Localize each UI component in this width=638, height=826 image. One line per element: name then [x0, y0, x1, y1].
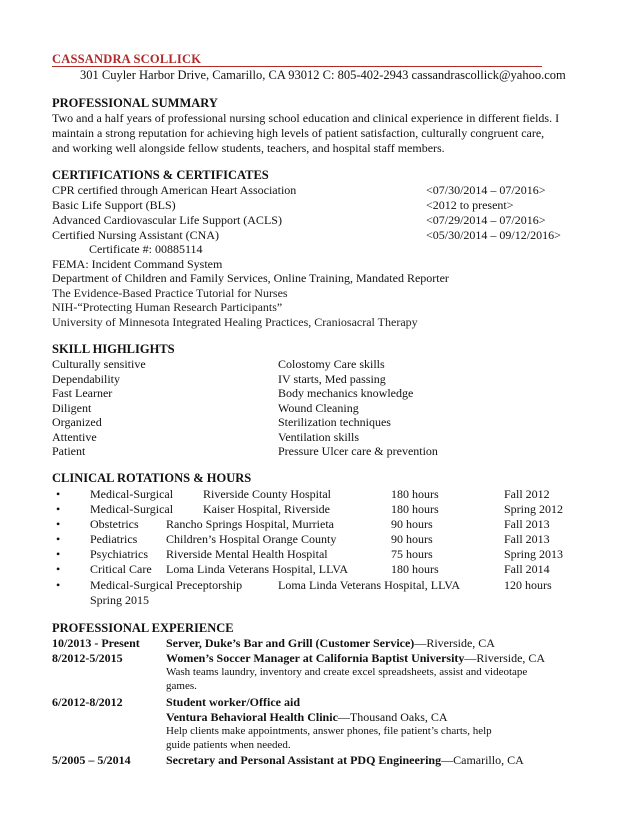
rotation-term: Fall 2014 — [504, 562, 550, 576]
job-dates: 5/2005 – 5/2014 — [52, 753, 131, 767]
rotation-site: Rancho Springs Hospital, Murrieta — [166, 517, 334, 531]
skill-item: Dependability — [52, 372, 120, 386]
job-line — [166, 753, 524, 768]
bullet: • — [56, 578, 61, 592]
cert-name: Basic Life Support (BLS) — [52, 198, 176, 212]
rotation-term: Spring 2015 — [90, 593, 150, 607]
bullet: • — [56, 532, 61, 546]
skill-item: Sterilization techniques — [278, 415, 391, 429]
rotation-site: Riverside County Hospital — [203, 487, 331, 501]
skill-item: Fast Learner — [52, 386, 113, 400]
experience-heading: PROFESSIONAL EXPERIENCE — [52, 621, 234, 635]
cert-item: FEMA: Incident Command System — [52, 257, 223, 271]
skill-item: Organized — [52, 415, 102, 429]
bullet: • — [56, 562, 61, 576]
summary-heading: PROFESSIONAL SUMMARY — [52, 96, 218, 110]
skill-item: Wound Cleaning — [278, 401, 359, 415]
job-description: games. — [166, 680, 197, 692]
summary-line: maintain a strong reputation for achieving high levels of patient satisfaction, culturally congruent care, — [52, 126, 545, 140]
job-dates: 6/2012-8/2012 — [52, 695, 123, 709]
rotation-site: Loma Linda Veterans Hospital, LLVA — [278, 578, 461, 592]
job-title: Secretary and Personal Assistant at PDQ Engineering — [166, 753, 442, 767]
skill-item: Body mechanics knowledge — [278, 386, 414, 400]
rotation-area: Critical Care — [90, 562, 152, 576]
cert-date: <07/30/2014 – 07/2016> — [426, 183, 546, 197]
rotation-area: Medical-Surgical Preceptorship — [90, 578, 243, 592]
rotation-area: Medical-Surgical — [90, 502, 174, 516]
cert-date: <07/29/2014 – 07/2016> — [426, 213, 546, 227]
cert-item: Department of Children and Family Services, Online Training, Mandated Reporter — [52, 271, 449, 285]
skill-item: Attentive — [52, 430, 97, 444]
rotation-hours: 180 hours — [391, 487, 439, 501]
skills-heading: SKILL HIGHLIGHTS — [52, 342, 175, 356]
rotation-hours: 180 hours — [391, 502, 439, 516]
job-place: —Riverside, CA — [464, 651, 546, 665]
job-dates: 10/2013 - Present — [52, 636, 140, 650]
cert-item: NIH-“Protecting Human Research Participants” — [52, 300, 283, 314]
rotation-hours: 90 hours — [391, 517, 433, 531]
rotation-term: Fall 2012 — [504, 487, 550, 501]
rotation-hours: 90 hours — [391, 532, 433, 546]
bullet: • — [56, 517, 61, 531]
rotations-heading: CLINICAL ROTATIONS & HOURS — [52, 471, 252, 485]
cert-item: University of Minnesota Integrated Healing Practices, Craniosacral Therapy — [52, 315, 418, 329]
contact-line: 301 Cuyler Harbor Drive, Camarillo, CA 93012 C: 805-402-2943 cassandrascollick@yahoo.com — [80, 68, 566, 82]
skill-item: IV starts, Med passing — [278, 372, 386, 386]
rotation-hours: 120 hours — [504, 578, 552, 592]
summary-line: and working well alongside fellow students, teachers, and hospital staff members. — [52, 141, 445, 155]
certifications-heading: CERTIFICATIONS & CERTIFICATES — [52, 168, 269, 182]
rotation-hours: 180 hours — [391, 562, 439, 576]
skill-item: Culturally sensitive — [52, 357, 146, 371]
cert-item: The Evidence-Based Practice Tutorial for Nurses — [52, 286, 288, 300]
cert-date: <2012 to present> — [426, 198, 514, 212]
rotation-term: Spring 2012 — [504, 502, 564, 516]
job-org: Ventura Behavioral Health Clinic — [166, 710, 338, 724]
skill-item: Pressure Ulcer care & prevention — [278, 444, 438, 458]
rotation-area: Psychiatrics — [90, 547, 148, 561]
job-place: —Thousand Oaks, CA — [337, 710, 448, 724]
cert-name: Certified Nursing Assistant (CNA) — [52, 228, 219, 242]
skill-item: Diligent — [52, 401, 92, 415]
rotation-term: Spring 2013 — [504, 547, 564, 561]
rotation-hours: 75 hours — [391, 547, 433, 561]
summary-line: Two and a half years of professional nursing school education and clinical experience in different fields. I — [52, 111, 560, 125]
name-underline — [52, 66, 542, 67]
rotation-term: Fall 2013 — [504, 532, 550, 546]
rotation-site: Riverside Mental Health Hospital — [166, 547, 328, 561]
certificate-number: Certificate #: 00885114 — [89, 242, 203, 256]
rotation-area: Obstetrics — [90, 517, 139, 531]
job-dates: 8/2012-5/2015 — [52, 651, 123, 665]
rotation-site: Children’s Hospital Orange County — [166, 532, 337, 546]
job-description: guide patients when needed. — [166, 739, 291, 751]
job-title: Server, Duke’s Bar and Grill (Customer Service) — [166, 636, 415, 650]
job-place: —Riverside, CA — [414, 636, 495, 650]
job-line — [166, 636, 495, 651]
rotation-area: Pediatrics — [90, 532, 138, 546]
rotation-site: Loma Linda Veterans Hospital, LLVA — [166, 562, 349, 576]
rotation-site: Kaiser Hospital, Riverside — [203, 502, 330, 516]
rotation-term: Fall 2013 — [504, 517, 550, 531]
resume-name: CASSANDRA SCOLLICK — [52, 52, 202, 66]
job-description: Help clients make appointments, answer phones, file patient’s charts, help — [166, 725, 492, 737]
cert-name: CPR certified through American Heart Association — [52, 183, 297, 197]
bullet: • — [56, 487, 61, 501]
bullet: • — [56, 502, 61, 516]
job-line — [166, 651, 545, 666]
skill-item: Colostomy Care skills — [278, 357, 385, 371]
cert-date: <05/30/2014 – 09/12/2016> — [426, 228, 561, 242]
job-title: Women’s Soccer Manager at California Baptist University — [166, 651, 465, 665]
job-description: Wash teams laundry, inventory and create excel spreadsheets, assist and videotape — [166, 666, 528, 678]
rotation-area: Medical-Surgical — [90, 487, 174, 501]
job-place: —Camarillo, CA — [441, 753, 524, 767]
cert-name: Advanced Cardiovascular Life Support (ACLS) — [52, 213, 282, 227]
job-title: Student worker/Office aid — [166, 695, 300, 709]
skill-item: Ventilation skills — [278, 430, 359, 444]
bullet: • — [56, 547, 61, 561]
job-org-line — [166, 710, 448, 725]
skill-item: Patient — [52, 444, 86, 458]
